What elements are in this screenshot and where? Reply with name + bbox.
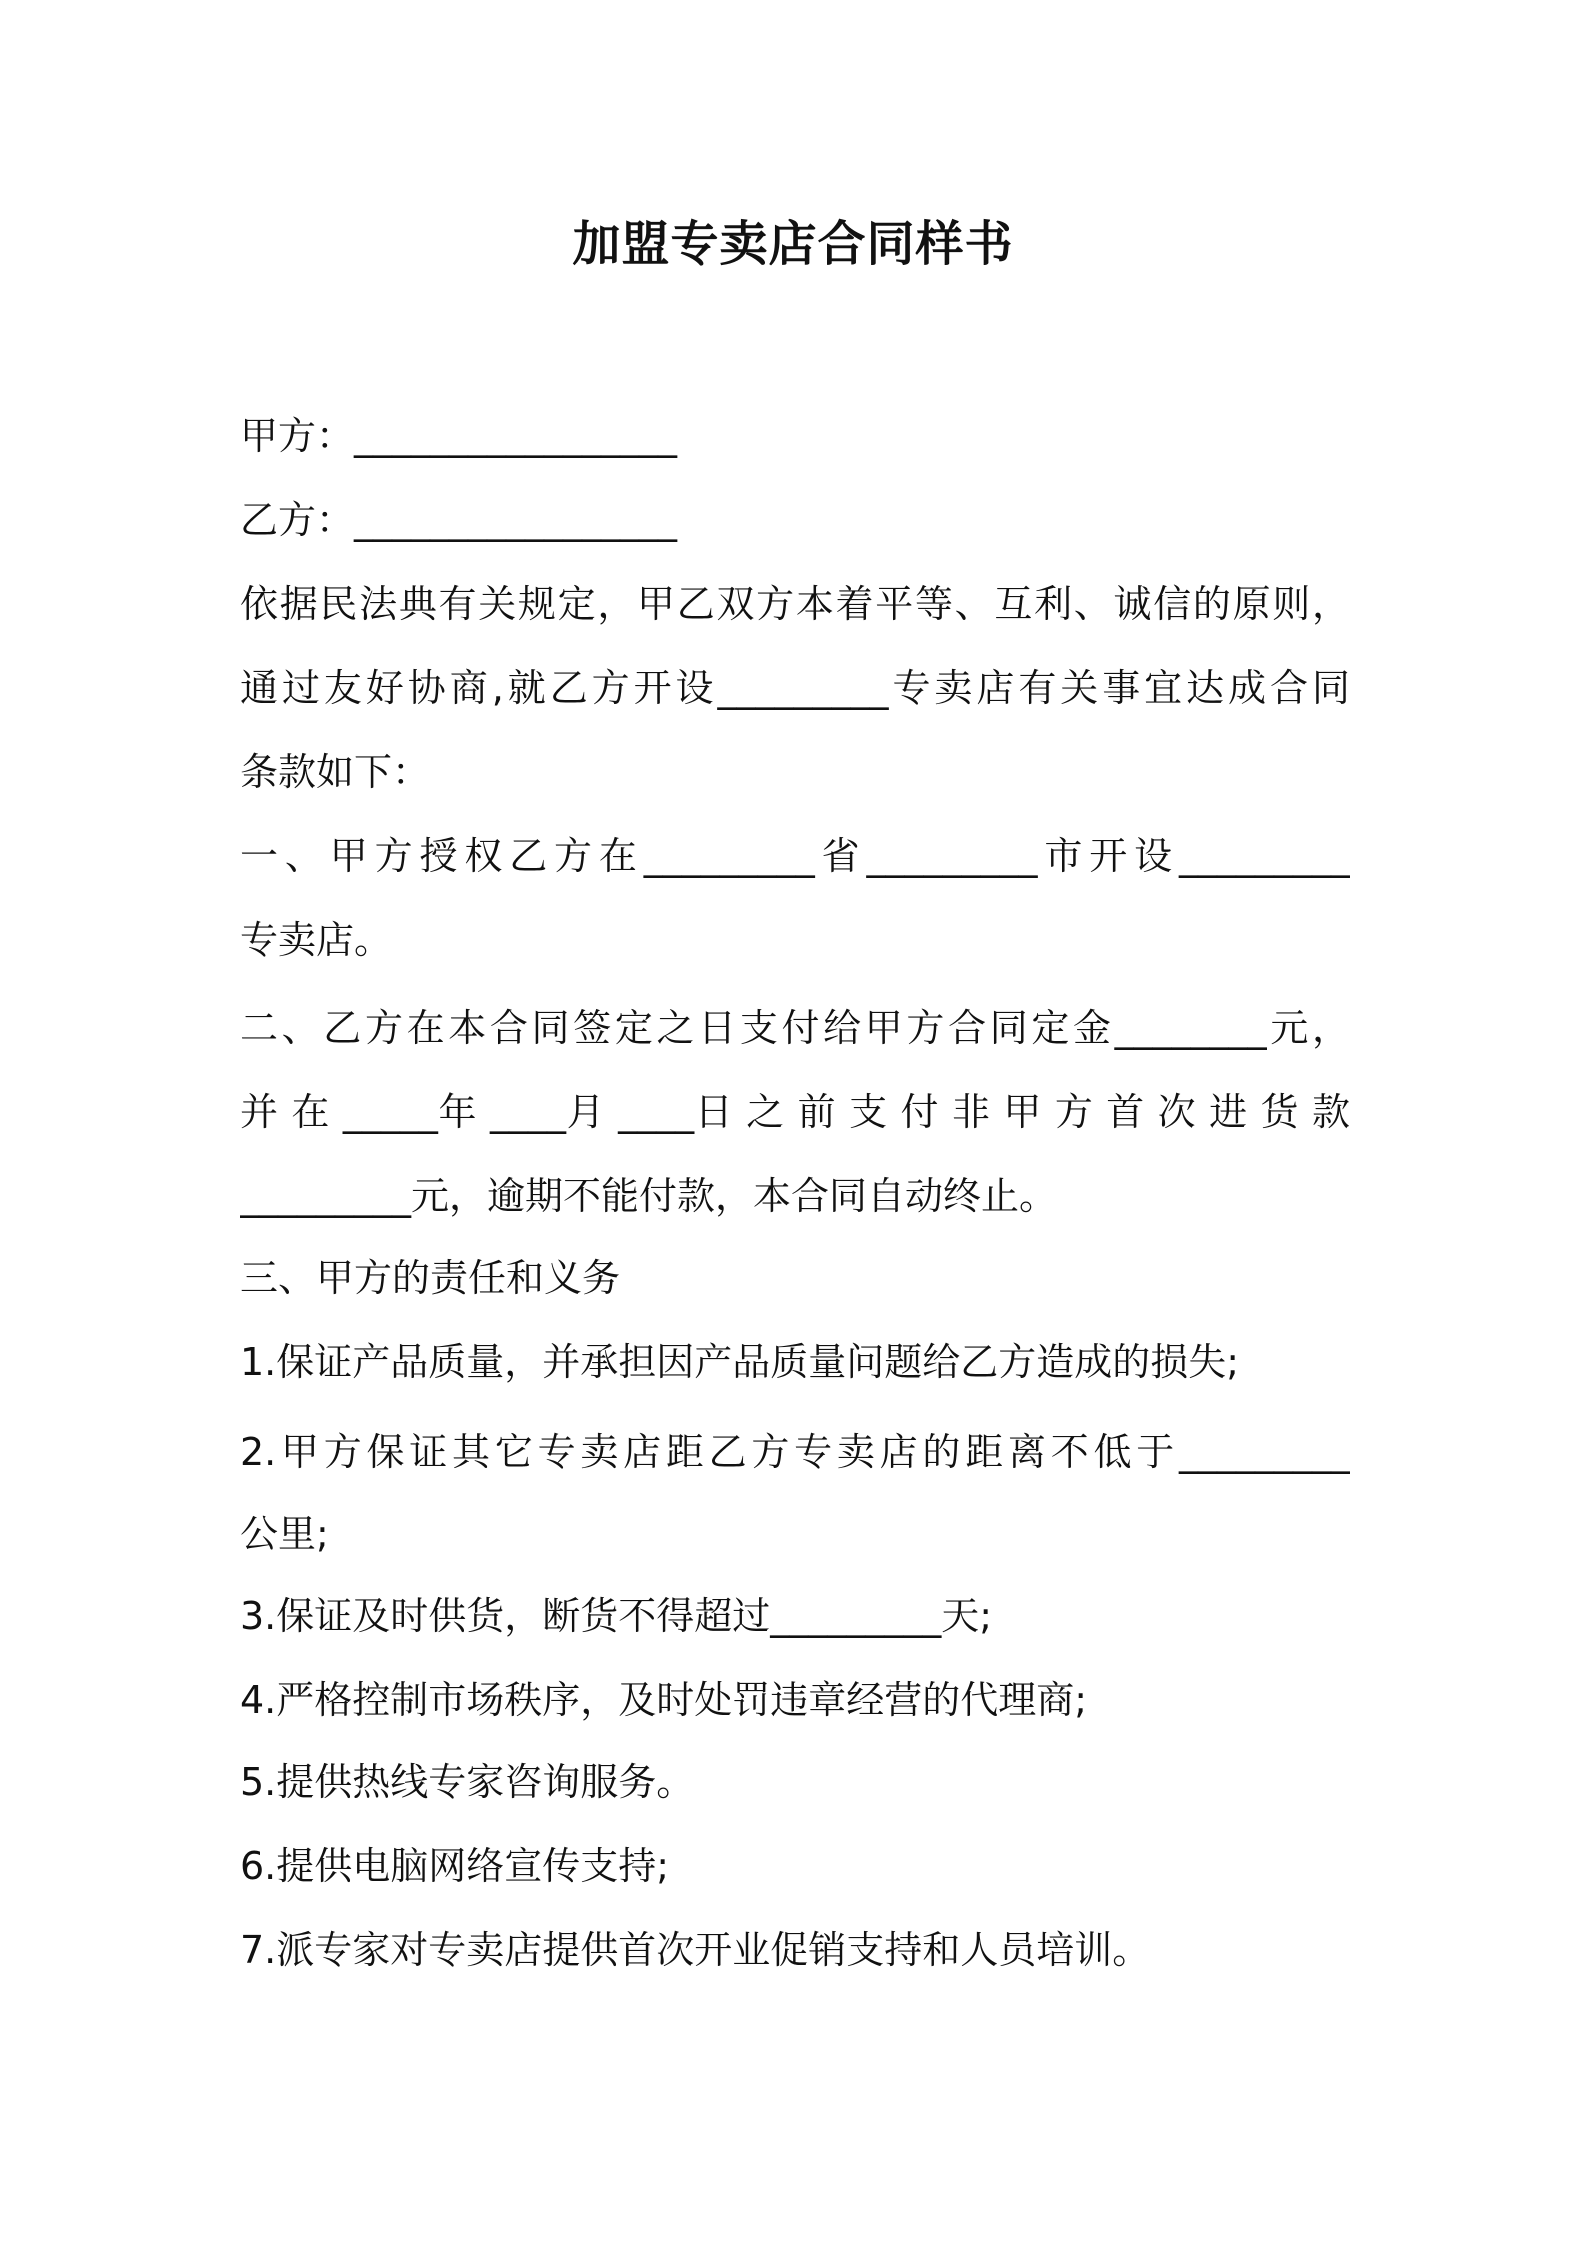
clause-3-heading: 三、甲方的责任和义务 bbox=[240, 1256, 621, 1300]
clause-3-item-6: 6.提供电脑网络宣传支持; bbox=[240, 1844, 670, 1888]
clause-3-item-7: 7.派专家对专卖店提供首次开业促销支持和人员培训。 bbox=[240, 1928, 1151, 1972]
clause-3-item-4: 4.严格控制市场秩序，及时处罚违章经营的代理商; bbox=[240, 1678, 1088, 1722]
party-a-line: 甲方：_________________ bbox=[240, 414, 678, 458]
clause-3-item-2-line-2: 公里; bbox=[240, 1512, 329, 1556]
clause-1-line-1: 一、甲方授权乙方在_________省_________市开设_________ bbox=[240, 834, 1350, 878]
clause-1-line-2: 专卖店。 bbox=[240, 918, 393, 962]
clause-2-line-3: _________元，逾期不能付款，本合同自动终止。 bbox=[240, 1174, 1058, 1218]
party-b-line: 乙方：_________________ bbox=[240, 498, 678, 542]
preamble-line-2: 通过友好协商,就乙方开设_________专卖店有关事宜达成合同 bbox=[240, 666, 1350, 710]
clause-3-item-3: 3.保证及时供货，断货不得超过_________天; bbox=[240, 1594, 993, 1638]
clause-3-item-2-line-1: 2.甲方保证其它专卖店距乙方专卖店的距离不低于_________ bbox=[240, 1430, 1350, 1474]
document-title: 加盟专卖店合同样书 bbox=[572, 216, 1014, 272]
clause-3-item-1: 1.保证产品质量，并承担因产品质量问题给乙方造成的损失; bbox=[240, 1340, 1240, 1384]
clause-3-item-5: 5.提供热线专家咨询服务。 bbox=[240, 1760, 695, 1804]
clause-2-line-2: 并 在 _____年 ____月 ____日 之 前 支 付 非 甲 方 首 次 进 货 款 bbox=[240, 1090, 1350, 1134]
clause-2-line-1: 二、乙方在本合同签定之日支付给甲方合同定金________元， bbox=[240, 1006, 1350, 1050]
preamble-line-3: 条款如下： bbox=[240, 750, 431, 794]
preamble-line-1: 依据民法典有关规定，甲乙双方本着平等、互利、诚信的原则， bbox=[240, 582, 1350, 626]
